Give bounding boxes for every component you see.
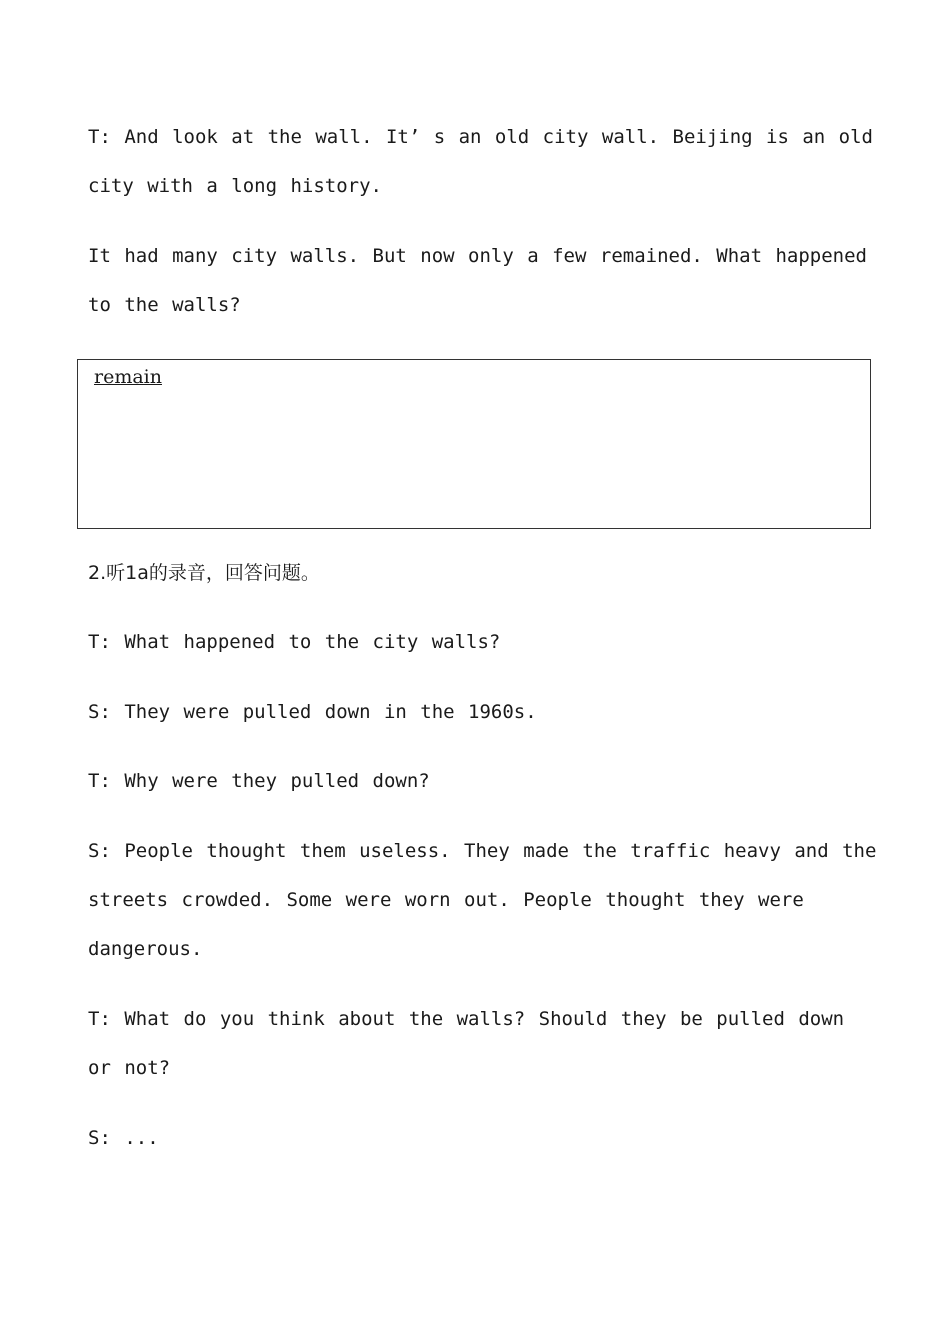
dialogue-line: S: They were pulled down in the 1960s. xyxy=(88,701,537,723)
dialogue-line: S: People thought them useless. They made the traffic heavy and the streets crowded. Some were worn out. People thought they were dangerous. xyxy=(88,840,877,960)
dialogue-line: T: Why were they pulled down? xyxy=(88,770,430,792)
dialogue-line: T: What happened to the city walls? xyxy=(88,631,501,653)
dialogue-line: S: ... xyxy=(88,1127,159,1149)
dialogue-line: T: What do you think about the walls? Should they be pulled down or not? xyxy=(88,1008,845,1079)
vocabulary-word: remain xyxy=(94,366,162,388)
intro-paragraph-1: T: And look at the wall. It’ s an old city wall. Beijing is an old city with a long history. xyxy=(88,126,873,197)
section-heading: 2.听1a的录音，回答问题。 xyxy=(88,562,320,584)
vocabulary-box xyxy=(77,359,871,529)
intro-paragraph-2: It had many city walls. But now only a few remained. What happened to the walls? xyxy=(88,245,867,316)
